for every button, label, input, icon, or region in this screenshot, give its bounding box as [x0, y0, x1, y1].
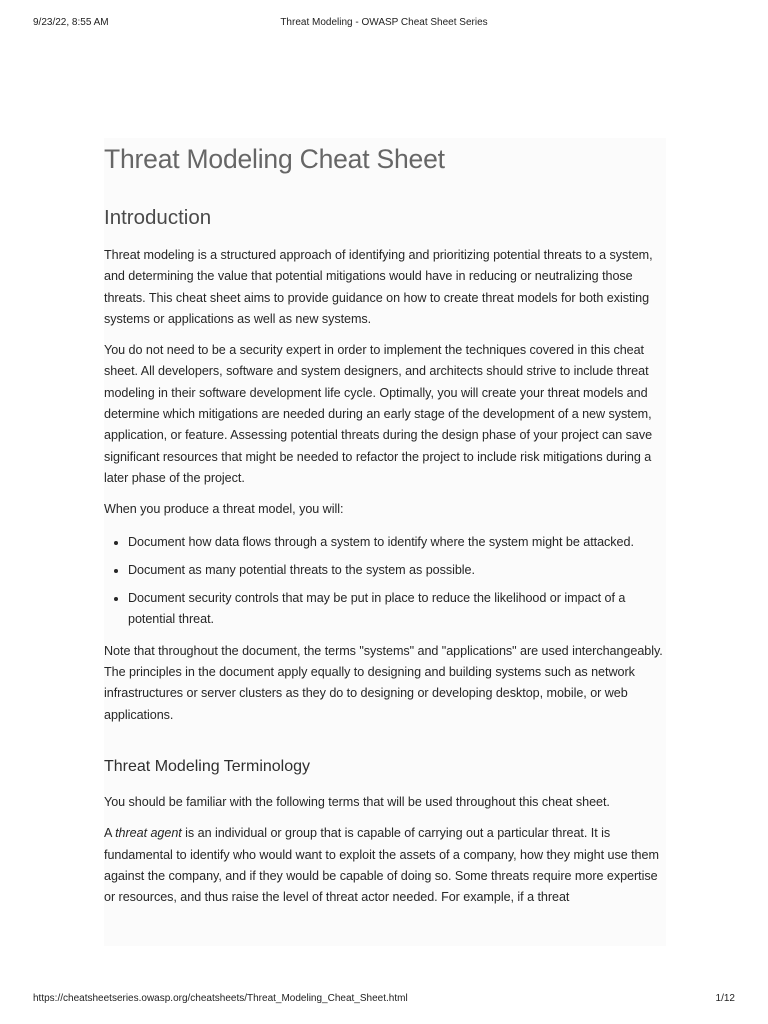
print-url: https://cheatsheetseries.owasp.org/cheatsheets/Threat_Modeling_Cheat_Sheet.html — [33, 993, 408, 1004]
print-date: 9/23/22, 8:55 AM — [33, 17, 109, 28]
list-item: • Document security controls that may be put in place to reduce the likelihood or impact of a potential threat. — [128, 588, 666, 631]
paragraph-terminology-1: You should be familiar with the following terms that will be used throughout this cheat sheet. — [104, 794, 610, 809]
list-item: • Document as many potential threats to the system as possible. — [128, 560, 666, 581]
text-segment: is an individual or group that is capable of carrying out a particular threat. It is fundamental to identify who would want to exploit the assets of a company, how they might use them against the company, and if they would be capable of doing so. Some threats require more expertise or resources, and thus raise the level of threat actor needed. For example, if a threat — [104, 826, 659, 905]
paragraph-intro-4: Note that throughout the document, the terms "systems" and "applications" are used interchangeably. The principles in the document apply equally to designing and building systems such as network infrastructures or server clusters as they do to designing or developing desktop, mobile, or web applications. — [104, 643, 663, 722]
paragraph-intro-1: Threat modeling is a structured approach of identifying and prioritizing potential threats to a system, and determining the value that potential mitigations would have in reducing or neutralizing those threats. This cheat sheet aims to provide guidance on how to create threat models for both existing systems or applications as well as new systems. — [104, 248, 653, 326]
list-item: • Document how data flows through a system to identify where the system might be attacked. — [128, 532, 666, 553]
section-heading-introduction: Introduction — [104, 206, 212, 229]
text-segment: A — [104, 826, 116, 841]
page-number: 1/12 — [715, 993, 735, 1004]
print-title: Threat Modeling - OWASP Cheat Sheet Series — [280, 17, 488, 28]
page-title: Threat Modeling Cheat Sheet — [104, 144, 445, 174]
paragraph-threat-agent — [104, 823, 666, 908]
section-heading-terminology: Threat Modeling Terminology — [104, 757, 311, 775]
paragraph-intro-3: When you produce a threat model, you will: — [104, 502, 344, 517]
print-header — [0, 17, 768, 33]
document-content — [104, 138, 666, 946]
paragraph-intro-2: You do not need to be a security expert in order to implement the techniques covered in this cheat sheet. All developers, software and system designers, and architects should strive to include threat modeling in their software development life cycle. Optimally, you will create your threat models and determine which mitigations are needed during an early stage of the development of a new system, application, or feature. Assessing potential threats during the design phase of your project can save significant resources that might be needed to refactor the project to include risk mitigations during a later phase of the project. — [104, 343, 653, 485]
threat-model-list — [104, 532, 666, 631]
term-threat-agent: threat agent — [115, 826, 182, 841]
